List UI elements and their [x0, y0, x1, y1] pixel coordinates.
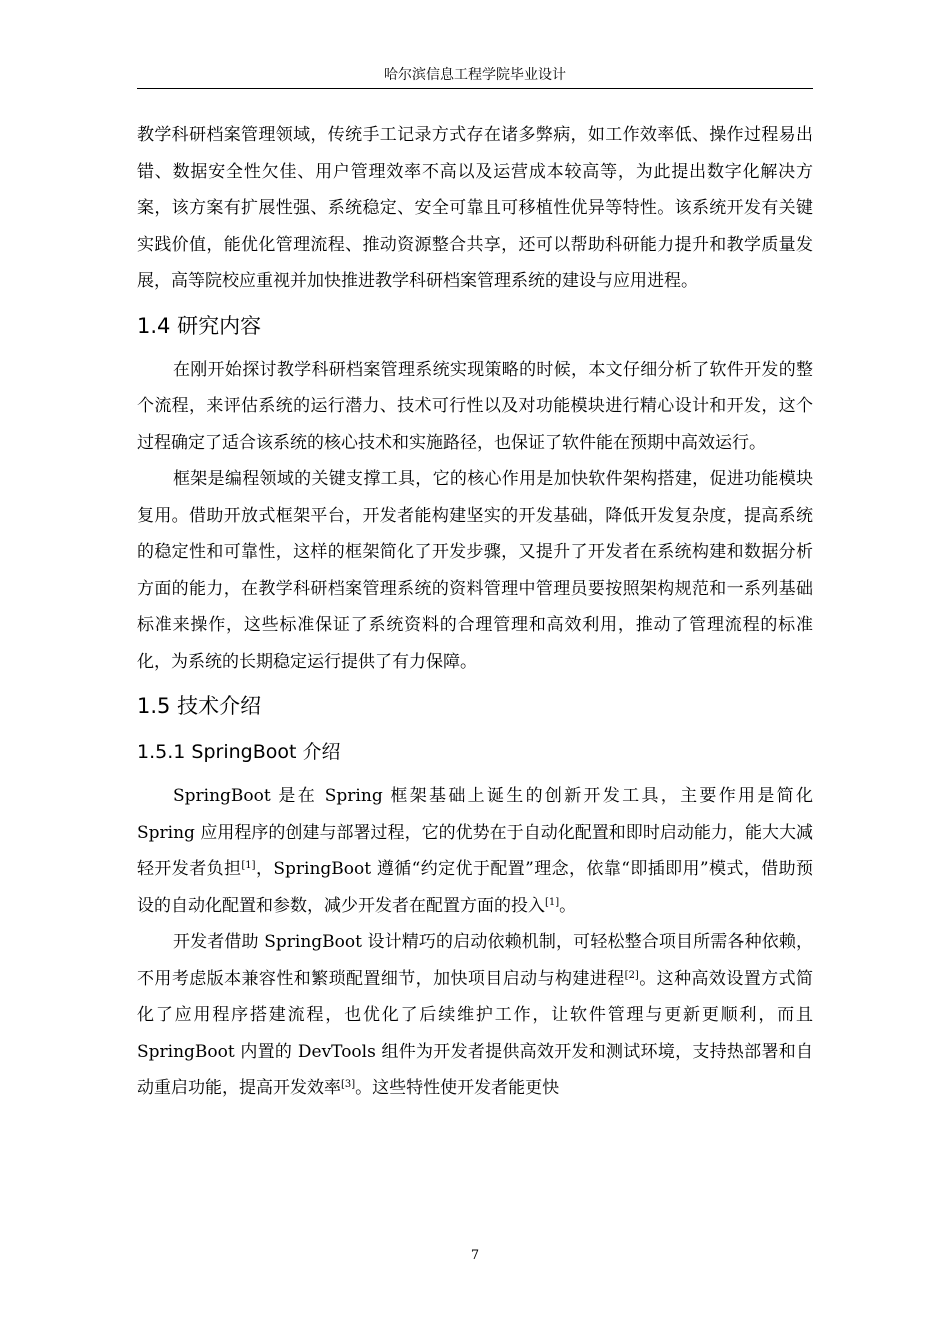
springboot-p1-text-a: SpringBoot 是在 Spring 框架基础上诞生的创新开发工具，主要作用是简化 Spring 应用程序的创建与部署过程，它的优势在于自动化配置和即时启动能力，能大大减轻开发者负担 [137, 786, 813, 879]
subsection-heading-1-5-1: 1.5.1 SpringBoot 介绍 [137, 741, 341, 763]
citation-ref: [3] [341, 1079, 356, 1090]
section-heading-1-4: 1.4 研究内容 [137, 313, 262, 338]
springboot-paragraph-2 [137, 924, 813, 1107]
springboot-paragraph-1 [137, 778, 813, 924]
springboot-p2-text-b: 。这种高效设置方式简化了应用程序搭建流程，也优化了后续维护工作，让软件管理与更新更顺利，而且 SpringBoot 内置的 DevTools 组件为开发者提供高效开发和测试环境，支持热部署和自动重启功能，提高开发效率 [137, 968, 814, 1098]
page-header-title: 哈尔滨信息工程学院毕业设计 [384, 67, 566, 83]
citation-ref: [1] [545, 896, 560, 908]
springboot-p1-text-c: 。 [559, 895, 577, 916]
header-divider [137, 88, 813, 89]
research-content-paragraph-1: 在刚开始探讨教学科研档案管理系统实现策略的时候，本文仔细分析了软件开发的整个流程，来评估系统的运行潜力、技术可行性以及对功能模块进行精心设计和开发，这个过程确定了适合该系统的核心技术和实施路径，也保证了软件能在预期中高效运行。 [137, 359, 813, 453]
springboot-p2-text-c: 。这些特性使开发者能更快 [355, 1078, 560, 1098]
springboot-p1-text-b: ，SpringBoot 遵循“约定优于配置”理念，依靠“即插即用”模式，借助预设的自动化配置和参数，减少开发者在配置方面的投入 [137, 859, 813, 916]
document-body [137, 117, 813, 1107]
citation-ref: [2] [624, 969, 639, 981]
intro-paragraph: 教学科研档案管理领域，传统手工记录方式存在诸多弊病，如工作效率低、操作过程易出错、数据安全性欠佳、用户管理效率不高以及运营成本较高等，为此提出数字化解决方案，该方案有扩展性强、系统稳定、安全可靠且可移植性优异等特性。该系统开发有关键实践价值，能优化管理流程、推动资源整合共享，还可以帮助科研能力提升和教学质量发展，高等院校应重视并加快推进教学科研档案管理系统的建设与应用进程。 [137, 125, 813, 291]
research-content-paragraph-2: 框架是编程领域的关键支撑工具，它的核心作用是加快软件架构搭建，促进功能模块复用。借助开放式框架平台，开发者能构建坚实的开发基础，降低开发复杂度，提高系统的稳定性和可靠性，这样的框架简化了开发步骤，又提升了开发者在系统构建和数据分析方面的能力，在教学科研档案管理系统的资料管理中管理员要按照架构规范和一系列基础标准来操作，这些标准保证了系统资料的合理管理和高效利用，推动了管理流程的标准化，为系统的长期稳定运行提供了有力保障。 [137, 469, 813, 672]
section-heading-1-5: 1.5 技术介绍 [137, 694, 262, 718]
springboot-p2-text-a: 开发者借助 SpringBoot 设计精巧的启动依赖机制，可轻松整合项目所需各种依赖，不用考虑版本兼容性和繁琐配置细节，加快项目启动与构建进程 [137, 932, 813, 989]
page-number: 7 [470, 1248, 480, 1263]
citation-ref: [1] [241, 860, 256, 871]
